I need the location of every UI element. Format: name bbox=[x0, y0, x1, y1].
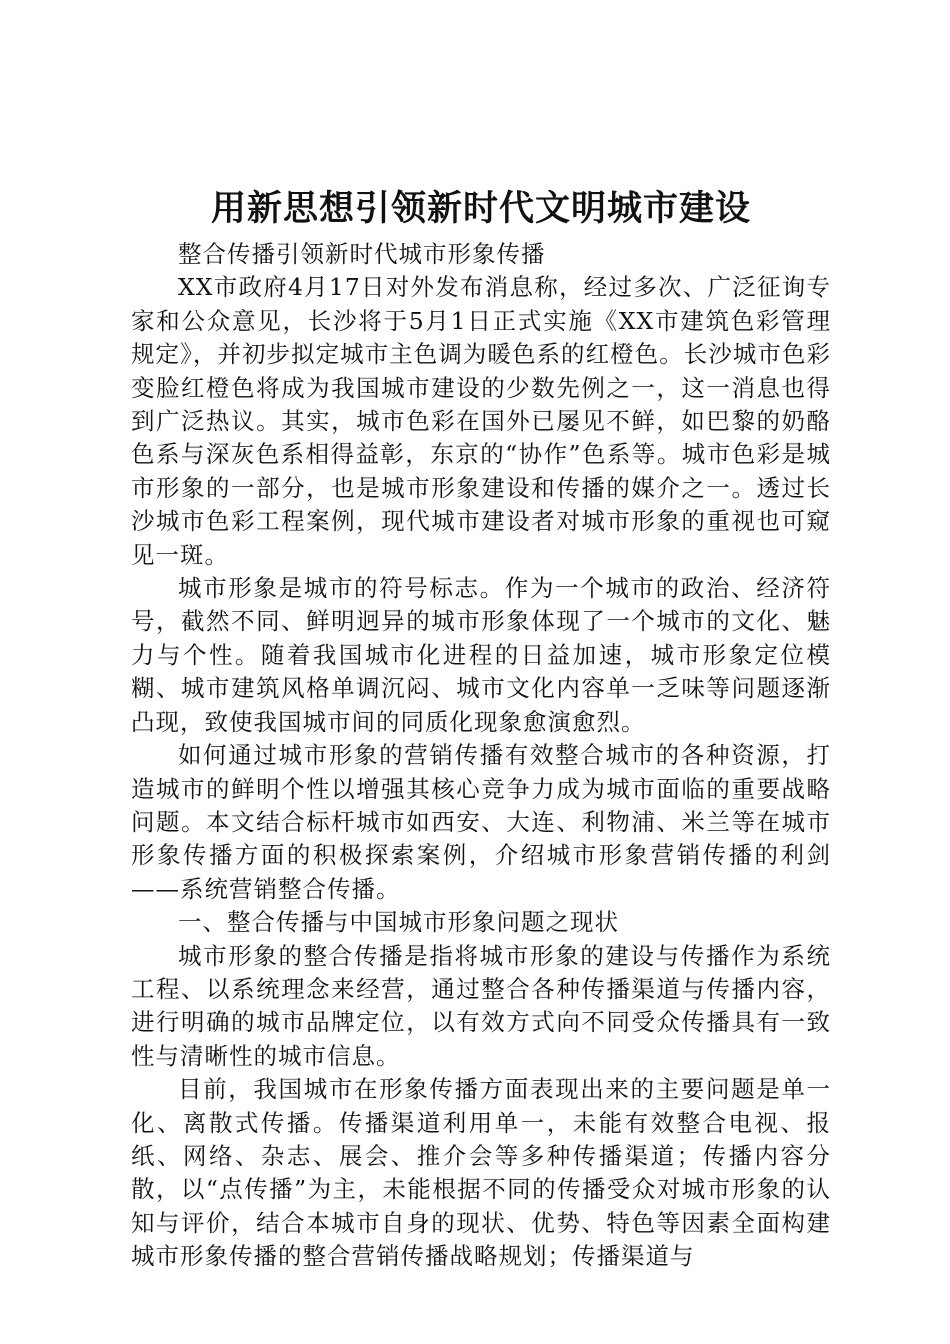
document-title: 用新思想引领新时代文明城市建设 bbox=[210, 188, 751, 229]
document-page bbox=[131, 180, 831, 1274]
body-paragraph: 城市形象是城市的符号标志。作为一个城市的政治、经济符号，截然不同、鲜明迥异的城市形象体现了一个城市的文化、魅力与个性。随着我国城市化进程的日益加速，城市形象定位模糊、城市建筑风格单调沉闷、城市文化内容单一乏味等问题逐渐凸现，致使我国城市间的同质化现象愈演愈烈。 bbox=[131, 574, 831, 736]
subtitle-paragraph: 整合传播引领新时代城市形象传播 bbox=[178, 240, 546, 268]
body-paragraph: XX市政府4月17日对外发布消息称，经过多次、广泛征询专家和公众意见，长沙将于5月1日正式实施《XX市建筑色彩管理规定》，并初步拟定城市主色调为暖色系的红橙色。长沙城市色彩变脸红橙色将成为我国城市建设的少数先例之一，这一消息也得到广泛热议。其实，城市色彩在国外已屡见不鲜，如巴黎的奶酪色系与深灰色系相得益彰，东京的“协作”色系等。城市色彩是城市形象的一部分，也是城市形象建设和传播的媒介之一。透过长沙城市色彩工程案例，现代城市建设者对城市形象的重视也可窥见一斑。 bbox=[131, 273, 831, 569]
section-heading: 一、整合传播与中国城市形象问题之现状 bbox=[178, 908, 619, 937]
body-paragraph: 如何通过城市形象的营销传播有效整合城市的各种资源，打造城市的鲜明个性以增强其核心竞争力成为城市面临的重要战略问题。本文结合标杆城市如西安、大连、利物浦、米兰等在城市形象传播方面的积极探索案例，介绍城市形象营销传播的利剑——系统营销整合传播。 bbox=[131, 741, 831, 903]
body-paragraph: 城市形象的整合传播是指将城市形象的建设与传播作为系统工程、以系统理念来经营，通过整合各种传播渠道与传播内容，进行明确的城市品牌定位，以有效方式向不同受众传播具有一致性与清晰性的城市信息。 bbox=[131, 941, 831, 1070]
body-paragraph: 目前，我国城市在形象传播方面表现出来的主要问题是单一化、离散式传播。传播渠道利用单一，未能有效整合电视、报纸、网络、杂志、展会、推介会等多种传播渠道；传播内容分散，以“点传播”为主，未能根据不同的传播受众对城市形象的认知与评价，结合本城市自身的现状、优势、特色等因素全面构建城市形象传播的整合营销传播战略规划；传播渠道与 bbox=[131, 1075, 831, 1271]
